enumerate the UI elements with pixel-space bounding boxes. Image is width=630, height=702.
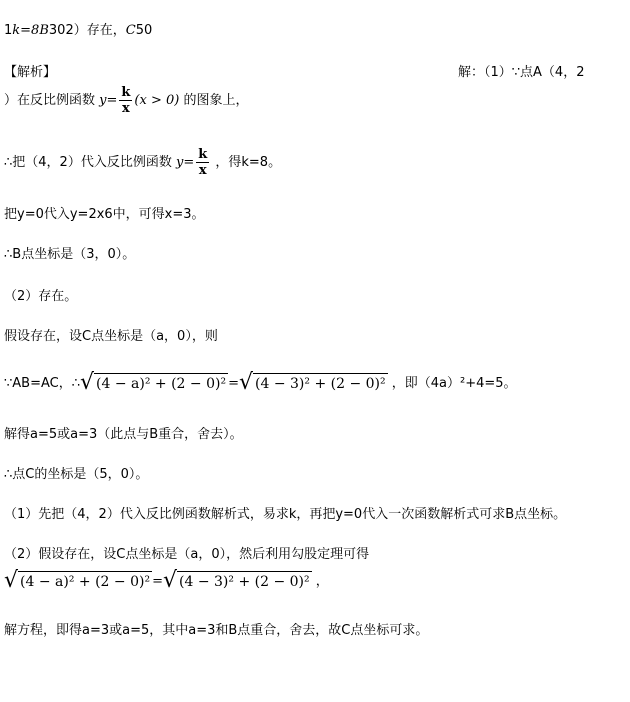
solution-line-9: ∴点C的坐标是（5，0）。	[4, 467, 149, 482]
solution-line-3: 把y=0代入y=2x6中，可得x=3。	[4, 207, 205, 222]
line2-den: x	[198, 163, 207, 178]
answer-c-zero: 0	[143, 23, 153, 38]
solution-line-1	[4, 84, 248, 118]
answer-b-label: B	[39, 23, 49, 38]
comment-radicand-right: (4 − 3)² + (2 − 0)²	[177, 571, 312, 591]
comment-line-2: （2）假设存在，设C点坐标是（a，0），然后利用勾股定理可得	[4, 547, 370, 562]
comment-equation	[4, 566, 329, 597]
solution-line-2	[4, 146, 281, 180]
solution-intro: 解：（1）∵点A（4，2	[458, 65, 585, 80]
comment-equals: =	[152, 573, 163, 589]
line7-sqrt-right: √ (4 − 3)² + (2 − 0)²	[238, 370, 386, 395]
answer-b-zero: 0	[57, 23, 66, 38]
line7-pre: ∵AB=AC，∴	[4, 375, 80, 391]
answer-summary-line	[4, 22, 152, 40]
line2-pre: ∴把（4，2）代入反比例函数	[4, 155, 172, 170]
comment-line-3: 解方程，即得a=3或a=5，其中a=3和B点重合，舍去，故C点坐标可求。	[4, 623, 429, 638]
comment-line-1: （1）先把（4，2）代入反比例函数解析式，易求k，再把y=0代入一次函数解析式可求B点坐标。	[4, 507, 567, 522]
solution-line-8: 解得a=5或a=3（此点与B重合，舍去）。	[4, 427, 243, 442]
line7-sqrt-left: √ (4 − a)² + (2 − 0)²	[80, 370, 227, 395]
answer-c-coord: 5	[135, 23, 144, 38]
comment-sqrt-left: √ (4 − a)² + (2 − 0)²	[4, 568, 151, 593]
line2-num: k	[198, 147, 208, 162]
line1-den: x	[122, 101, 130, 116]
answer-part1: 1	[4, 23, 13, 38]
line1-pre: ）在反比例函数	[4, 93, 96, 108]
comment-radicand-left: (4 − a)² + (2 − 0)²	[18, 571, 152, 591]
line1-lhs: y=	[99, 93, 118, 108]
line7-post: ，即（4a）²+4=5。	[391, 375, 517, 391]
line1-num: k	[121, 85, 131, 100]
solution-line-7	[4, 368, 517, 399]
line7-equals: =	[228, 375, 239, 391]
line1-post: 的图象上，	[183, 93, 249, 108]
answer-b-coord: 3	[48, 23, 58, 38]
solution-line-4: ∴B点坐标是（3，0）。	[4, 247, 136, 262]
solution-line-5: （2）存在。	[4, 289, 78, 304]
line1-fraction	[119, 85, 132, 116]
line1-cond: (x > 0)	[134, 93, 180, 108]
analysis-title: 【解析】	[4, 65, 57, 80]
answer-k: k=8	[12, 23, 40, 38]
comment-post: ，	[315, 573, 329, 589]
line7-radicand-left: (4 − a)² + (2 − 0)²	[94, 373, 228, 393]
answer-part2: 2）存在，	[65, 23, 126, 38]
line2-post: ，得k=8。	[215, 155, 282, 170]
line2-lhs: y=	[175, 155, 195, 170]
answer-c-label: C	[125, 23, 136, 38]
line7-radicand-right: (4 − 3)² + (2 − 0)²	[253, 373, 388, 393]
comment-sqrt-right: √ (4 − 3)² + (2 − 0)²	[162, 568, 310, 593]
line2-fraction	[196, 147, 209, 178]
solution-line-6: 假设存在，设C点坐标是（a，0），则	[4, 329, 218, 344]
